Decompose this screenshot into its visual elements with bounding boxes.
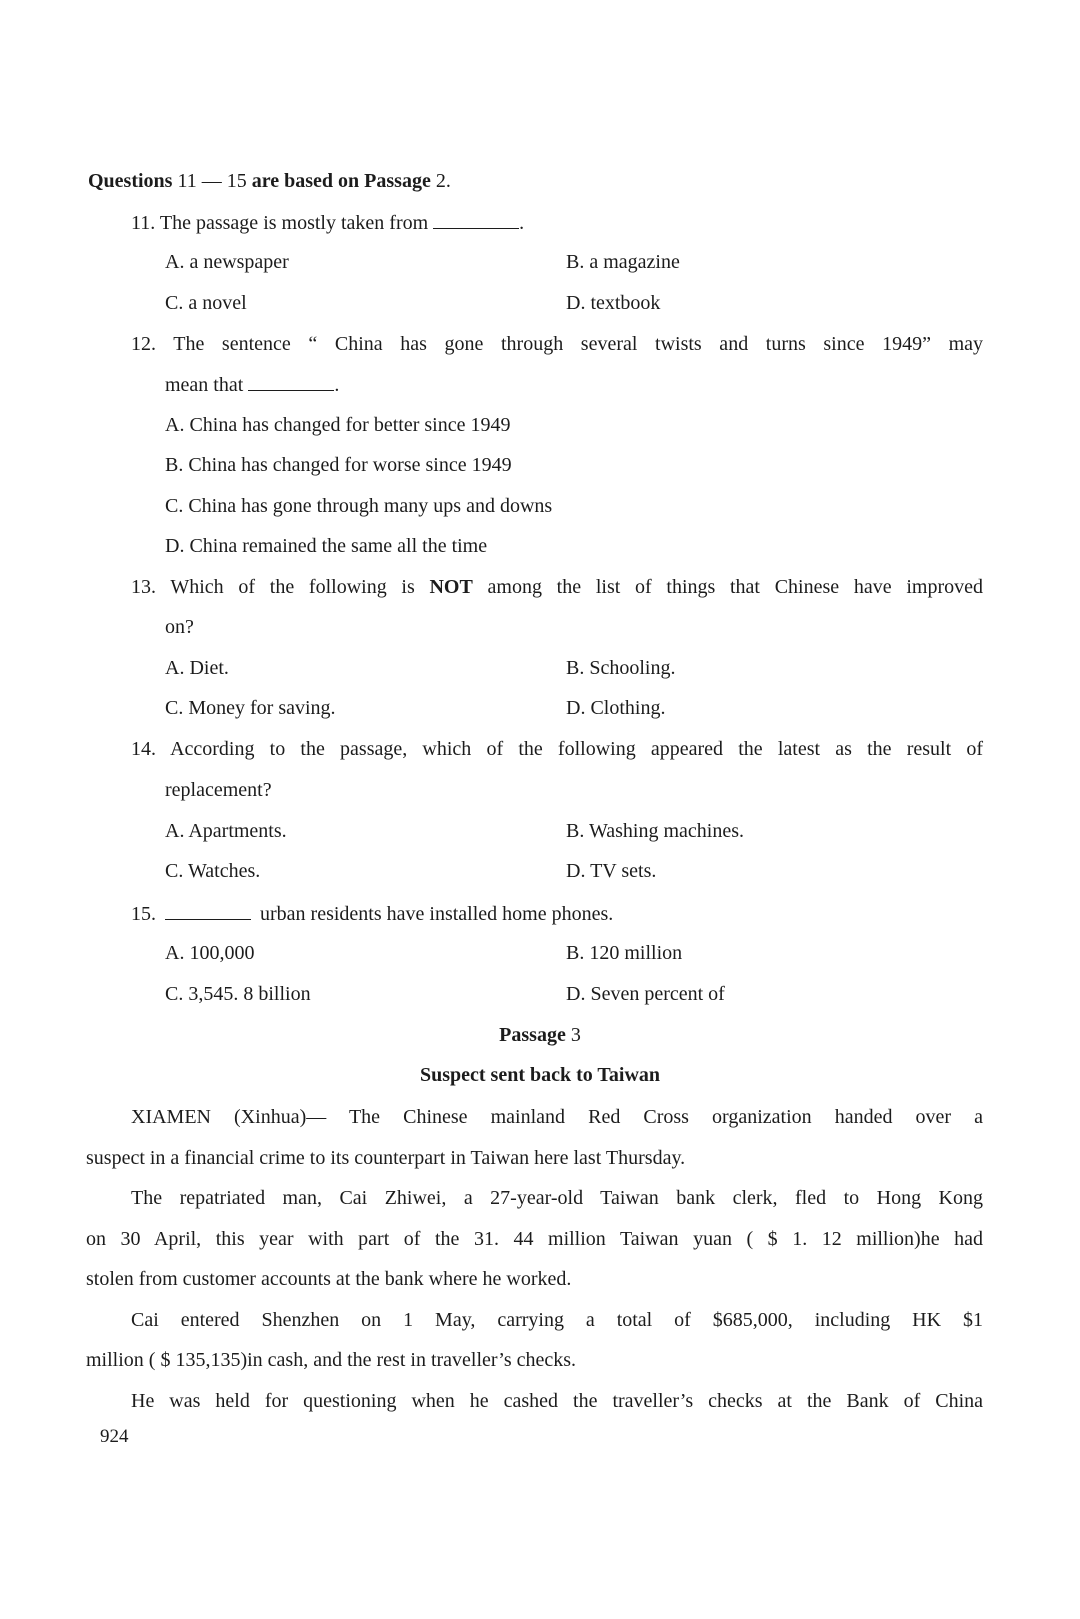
section-heading-text: Questions: [88, 170, 173, 192]
question-15: [131, 900, 613, 927]
option-11-d: D. textbook: [566, 292, 661, 314]
question-12-line1: 12. The sentence “ China has gone through several twists and turns since 1949” may: [131, 333, 983, 355]
question-14-line2: replacement?: [165, 779, 272, 801]
question-stem: urban residents have installed home phones.: [260, 903, 614, 925]
question-12-line2: [165, 371, 339, 398]
question-stem: mean that: [165, 374, 244, 396]
answer-blank: [433, 209, 519, 229]
paragraph-3-line1: Cai entered Shenzhen on 1 May, carrying a total of $685,000, including HK $1: [131, 1309, 983, 1331]
paragraph-1-line2: suspect in a financial crime to its counterpart in Taiwan here last Thursday.: [86, 1147, 686, 1169]
question-stem: 13. Which of the following is: [131, 576, 415, 598]
question-end: .: [334, 374, 340, 396]
question-14-line1: 14. According to the passage, which of the following appeared the latest as the result of: [131, 738, 983, 760]
option-13-c: C. Money for saving.: [165, 697, 336, 719]
paragraph-1-line1: XIAMEN (Xinhua)— The Chinese mainland Red Cross organization handed over a: [131, 1106, 983, 1128]
option-12-a: A. China has changed for better since 1949: [165, 414, 511, 436]
option-14-c: C. Watches.: [165, 860, 261, 882]
passage-number: 3: [570, 1024, 581, 1046]
option-13-b: B. Schooling.: [566, 657, 676, 679]
passage-label: Passage: [499, 1024, 566, 1046]
question-end: .: [519, 212, 525, 234]
option-13-a: A. Diet.: [165, 657, 229, 679]
paragraph-3-line2: million ( $ 135,135)in cash, and the rest in traveller’s checks.: [86, 1349, 577, 1371]
answer-blank: [165, 900, 251, 920]
passage-title: Suspect sent back to Taiwan: [419, 1064, 661, 1086]
option-12-c: C. China has gone through many ups and downs: [165, 495, 553, 517]
question-number: 15.: [131, 903, 156, 925]
option-15-d: D. Seven percent of: [566, 983, 725, 1005]
option-11-a: A. a newspaper: [165, 251, 289, 273]
emphasis-not: NOT: [429, 576, 473, 598]
option-11-b: B. a magazine: [566, 251, 680, 273]
option-14-b: B. Washing machines.: [566, 820, 744, 842]
question-stem: among the list of things that Chinese have improved: [487, 576, 983, 598]
page-number: 924: [100, 1426, 129, 1447]
question-stem: 11. The passage is mostly taken from: [131, 212, 429, 234]
section-heading: [88, 168, 451, 194]
option-12-d: D. China remained the same all the time: [165, 535, 488, 557]
option-14-a: A. Apartments.: [165, 820, 287, 842]
option-11-c: C. a novel: [165, 292, 247, 314]
answer-blank: [248, 371, 334, 391]
paragraph-4-line1: He was held for questioning when he cashed the traveller’s checks at the Bank of China: [131, 1390, 983, 1412]
question-13-line1: [131, 574, 983, 600]
paragraph-2-line3: stolen from customer accounts at the bank where he worked.: [86, 1268, 572, 1290]
section-heading-text: Passage: [364, 170, 431, 192]
passage-heading: [0, 1022, 1080, 1048]
option-13-d: D. Clothing.: [566, 697, 666, 719]
question-13-line2: on?: [165, 616, 194, 638]
option-12-b: B. China has changed for worse since 1949: [165, 454, 512, 476]
question-11: [131, 209, 524, 236]
option-15-b: B. 120 million: [566, 942, 683, 964]
section-heading-text: are based on: [251, 170, 360, 192]
section-heading-number: 2.: [435, 170, 451, 192]
option-15-c: C. 3,545. 8 billion: [165, 983, 311, 1005]
option-14-d: D. TV sets.: [566, 860, 657, 882]
section-heading-range: 11 — 15: [177, 170, 247, 192]
option-15-a: A. 100,000: [165, 942, 255, 964]
paragraph-2-line1: The repatriated man, Cai Zhiwei, a 27-year-old Taiwan bank clerk, fled to Hong Kong: [131, 1187, 983, 1209]
paragraph-2-line2: on 30 April, this year with part of the 31. 44 million Taiwan yuan ( $ 1. 12 million)he had: [86, 1228, 983, 1250]
